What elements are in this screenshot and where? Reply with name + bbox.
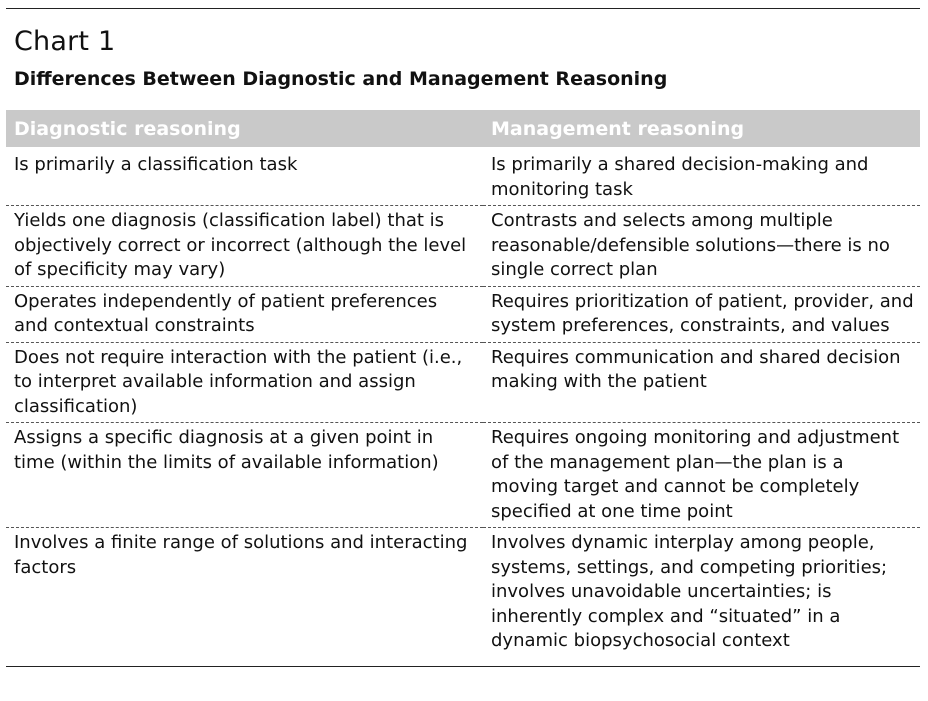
- management-cell: Requires ongoing monitoring and adjustment of the management plan—the plan is a moving target and cannot be completely specified at one time point: [483, 423, 920, 528]
- top-rule: [6, 8, 920, 9]
- diagnostic-cell: Does not require interaction with the patient (i.e., to interpret available information and assign classification): [6, 342, 483, 423]
- table-row: [6, 423, 920, 528]
- column-header-management: Management reasoning: [483, 110, 920, 147]
- diagnostic-cell: Operates independently of patient preferences and contextual constraints: [6, 286, 483, 342]
- diagnostic-cell: Assigns a specific diagnosis at a given point in time (within the limits of available information): [6, 423, 483, 528]
- table-row: [6, 147, 920, 206]
- management-cell: Requires prioritization of patient, provider, and system preferences, constraints, and values: [483, 286, 920, 342]
- diagnostic-cell: Yields one diagnosis (classification label) that is objectively correct or incorrect (although the level of specificity may vary): [6, 206, 483, 287]
- comparison-table-container: [6, 110, 920, 667]
- chart-title: Differences Between Diagnostic and Management Reasoning: [14, 68, 668, 90]
- diagnostic-cell: Involves a finite range of solutions and interacting factors: [6, 528, 483, 667]
- table-header: [6, 110, 920, 147]
- table-row: [6, 342, 920, 423]
- diagnostic-cell: Is primarily a classification task: [6, 147, 483, 206]
- management-cell: Contrasts and selects among multiple reasonable/defensible solutions—there is no single correct plan: [483, 206, 920, 287]
- management-cell: Requires communication and shared decision making with the patient: [483, 342, 920, 423]
- table-row: [6, 206, 920, 287]
- chart-label: Chart 1: [14, 26, 116, 57]
- management-cell: Involves dynamic interplay among people, systems, settings, and competing priorities; involves unavoidable uncertainties; is inherently complex and “situated” in a dynamic biopsychosocial context: [483, 528, 920, 667]
- management-cell: Is primarily a shared decision-making and monitoring task: [483, 147, 920, 206]
- table-row: [6, 286, 920, 342]
- table-body: [6, 147, 920, 666]
- table-row: [6, 528, 920, 667]
- table-header-row: [6, 110, 920, 147]
- comparison-table: [6, 110, 920, 667]
- column-header-diagnostic: Diagnostic reasoning: [6, 110, 483, 147]
